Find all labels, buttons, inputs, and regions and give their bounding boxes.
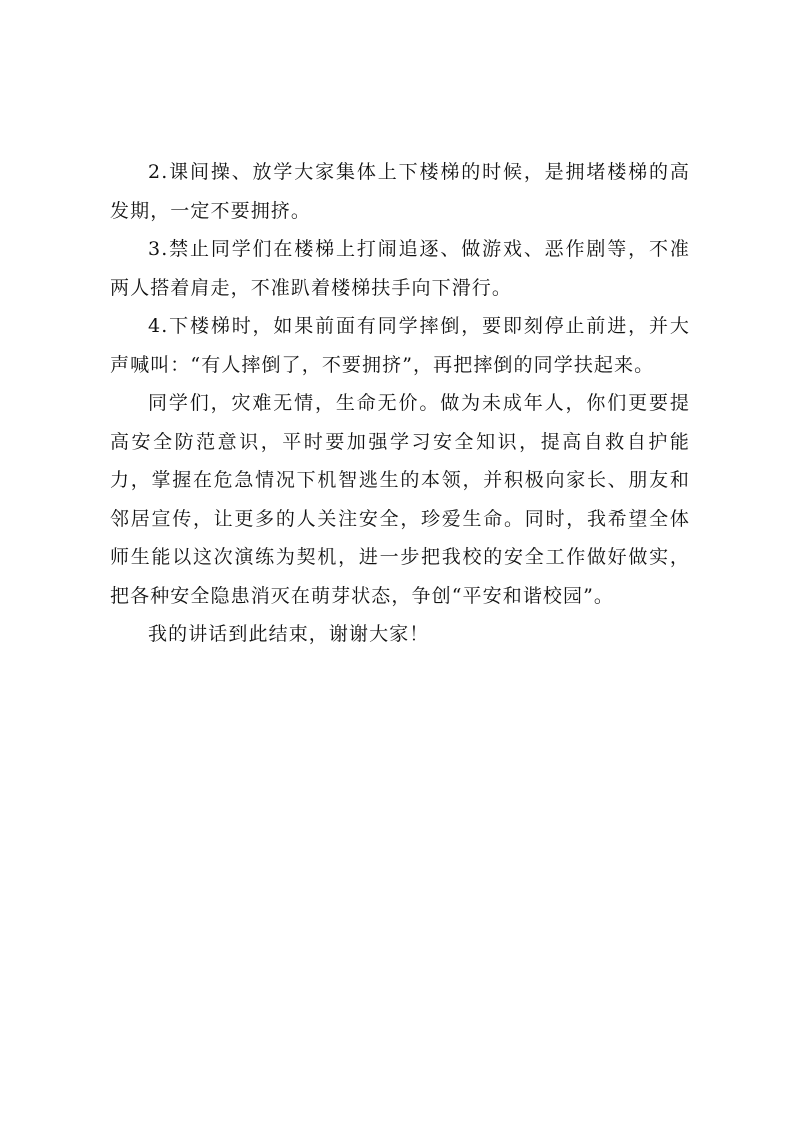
paragraph-rule-3: 3.禁止同学们在楼梯上打闹追逐、做游戏、恶作剧等，不准两人搭着肩走，不准趴着楼梯扶手向下滑行。 [110, 238, 690, 299]
paragraph-appeal: 同学们，灾难无情，生命无价。做为未成年人，你们更要提高安全防范意识，平时要加强学习安全知识，提高自救自护能力，掌握在危急情况下机智逃生的本领，并积极向家长、朋友和邻居宣传，让更多的人关注安全，珍爱生命。同时，我希望全体师生能以这次演练为契机，进一步把我校的安全工作做好做实，把各种安全隐患消灭在萌芽状态，争创“平安和谐校园”。 [110, 392, 690, 607]
document-body [110, 153, 690, 654]
paragraph-rule-2: 2.课间操、放学大家集体上下楼梯的时候，是拥堵楼梯的高发期，一定不要拥挤。 [110, 161, 690, 222]
paragraph-closing: 我的讲话到此结束，谢谢大家！ [148, 623, 430, 645]
paragraph-rule-4: 4.下楼梯时，如果前面有同学摔倒，要即刻停止前进，并大声喊叫：“有人摔倒了，不要拥挤”，再把摔倒的同学扶起来。 [110, 315, 690, 376]
